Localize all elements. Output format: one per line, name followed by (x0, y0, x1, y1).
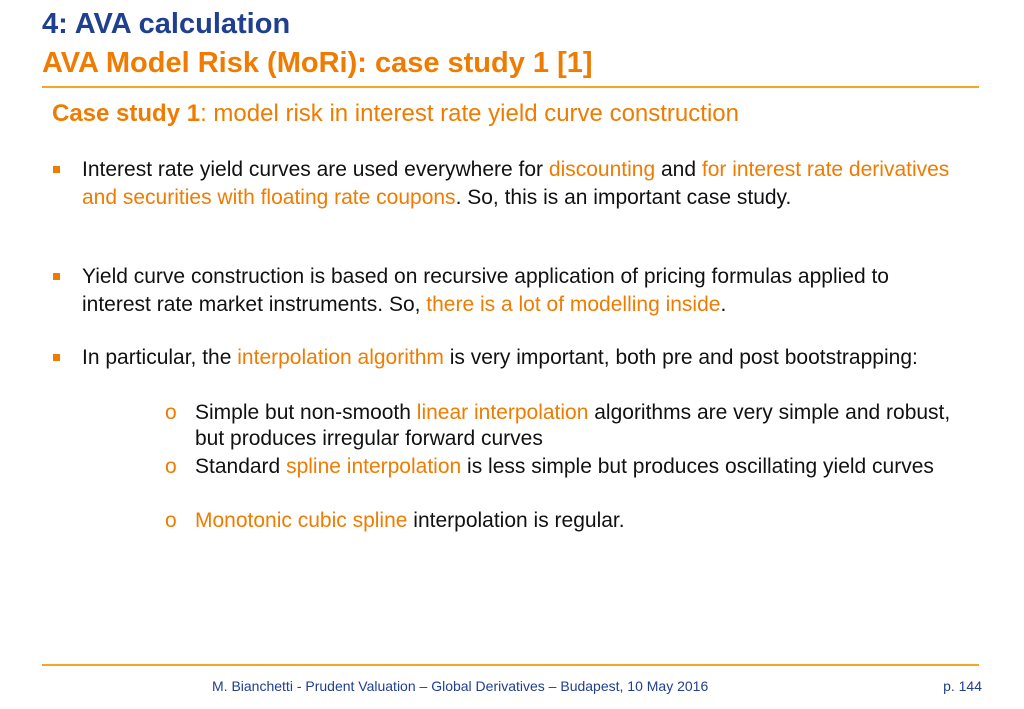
square-bullet-icon (53, 354, 60, 361)
sub-bullet-text (195, 400, 975, 452)
text-run: . So, this is an important case study. (455, 186, 792, 209)
text-run: and (655, 158, 702, 181)
highlight-text: Monotonic cubic spline (195, 509, 408, 532)
text-run: interpolation is regular. (407, 509, 625, 532)
square-bullet-icon (53, 166, 60, 173)
square-bullet-icon (53, 273, 60, 280)
circle-bullet-icon: o (165, 455, 177, 478)
bullet-text (82, 263, 962, 319)
sub-bullet-text (195, 508, 975, 534)
text-run: is less simple but produces oscillating yield curves (461, 455, 934, 478)
case-study-description: : model risk in interest rate yield curve construction (200, 100, 739, 127)
bullet-text (82, 344, 962, 372)
case-study-heading (52, 99, 739, 129)
slide-title: 4: AVA calculation (42, 8, 291, 40)
bullet-text (82, 156, 962, 212)
circle-bullet-icon: o (165, 509, 177, 532)
text-run: Interest rate yield curves are used everywhere for (82, 158, 549, 181)
case-study-label: Case study 1 (52, 100, 201, 127)
text-run: algorithms are very simple and robust, but produces irregular forward curves (195, 401, 951, 450)
header-divider (42, 86, 979, 88)
highlight-text: spline interpolation (286, 455, 462, 478)
text-run: Yield curve construction is based on recursive application of pricing formulas applied to interest rate market instruments. So, (82, 265, 889, 316)
highlight-text: interpolation algorithm (237, 346, 444, 369)
footer-divider (42, 664, 979, 666)
sub-bullet-text (195, 454, 975, 480)
highlight-text: discounting (548, 158, 656, 181)
text-run: Standard (195, 455, 287, 478)
text-run: is very important, both pre and post bootstrapping: (443, 346, 918, 369)
text-run: Simple but non-smooth (195, 401, 417, 424)
text-run: In particular, the (82, 346, 238, 369)
page-number: p. 144 (943, 678, 982, 694)
footer-text: M. Bianchetti - Prudent Valuation – Global Derivatives – Budapest, 10 May 2016 (212, 678, 709, 694)
slide-subtitle: AVA Model Risk (MoRi): case study 1 [1] (42, 47, 593, 79)
highlight-text: linear interpolation (416, 401, 589, 424)
text-run: . (720, 293, 727, 316)
highlight-text: there is a lot of modelling inside (426, 293, 721, 316)
circle-bullet-icon: o (165, 401, 177, 424)
highlight-text: for interest rate derivatives and securities with floating rate coupons (82, 158, 950, 209)
